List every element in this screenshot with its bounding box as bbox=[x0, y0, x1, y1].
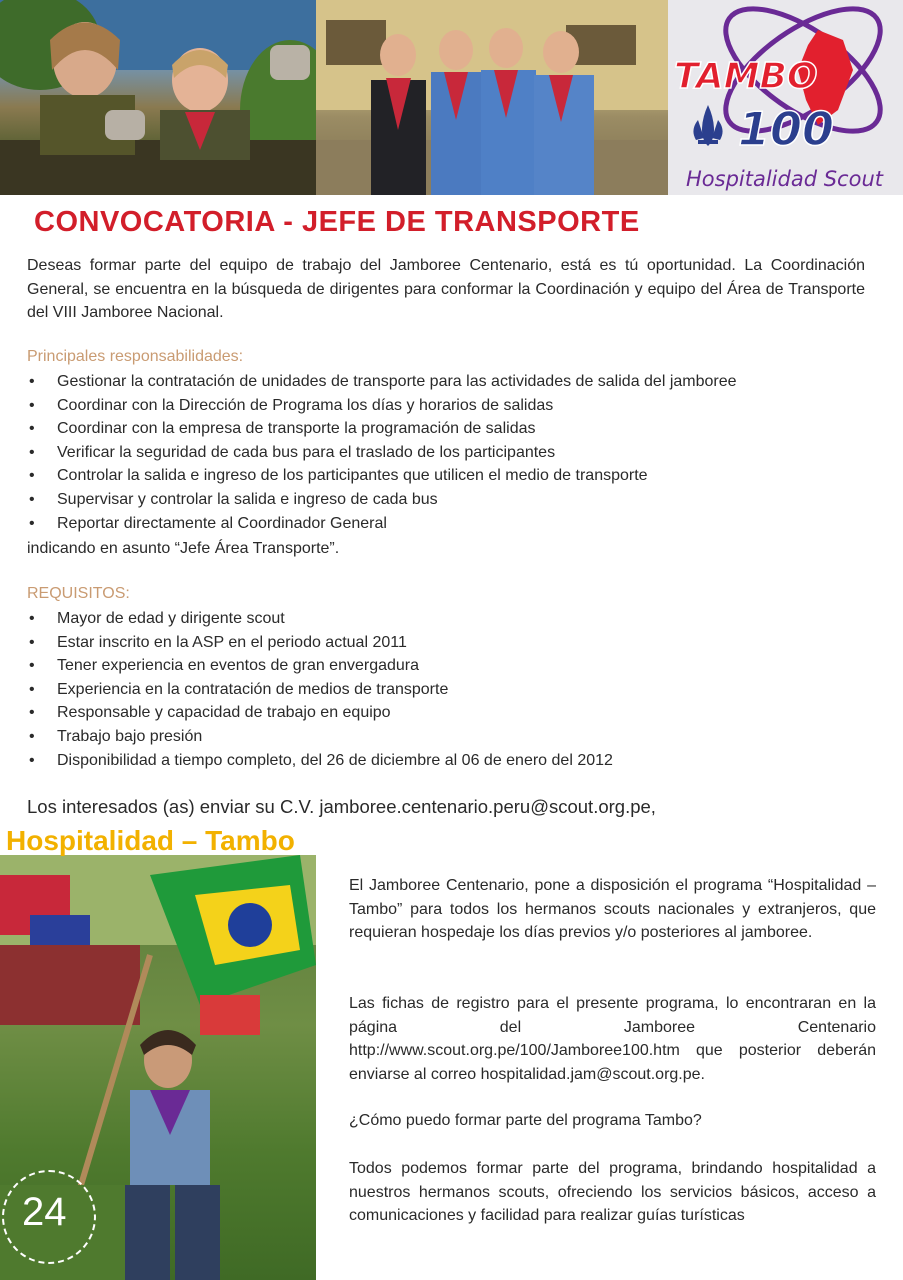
hospitality-paragraph-1: El Jamboree Centenario, pone a disposición el programa “Hospitalidad – Tambo” para todos los hermanos scouts nacionales y extranjeros, que requieran hospedaje los días previos y/o posteriores al jamboree. bbox=[349, 877, 876, 942]
tambo-100-logo bbox=[668, 0, 903, 195]
list-item: • Disponibilidad a tiempo completo, del 26 de diciembre al 06 de enero del 2012 bbox=[27, 749, 613, 773]
list-item: • Estar inscrito en la ASP en el periodo actual 2011 bbox=[27, 631, 613, 655]
hospitality-title: Hospitalidad – Tambo bbox=[6, 825, 295, 856]
responsibilities-heading: Principales responsabilidades: bbox=[27, 348, 244, 365]
list-item: • Controlar la salida e ingreso de los participantes que utilicen el medio de transporte bbox=[27, 464, 737, 488]
requirements-list bbox=[27, 607, 613, 772]
scouts-thumbs-up-photo bbox=[0, 0, 316, 195]
list-item: • Coordinar con la empresa de transporte la programación de salidas bbox=[27, 417, 737, 441]
subject-note: indicando en asunto “Jefe Área Transporte”. bbox=[27, 540, 340, 557]
list-item: • Supervisar y controlar la salida e ingreso de cada bus bbox=[27, 488, 737, 512]
list-item: • Gestionar la contratación de unidades de transporte para las actividades de salida del jamboree bbox=[27, 370, 737, 394]
list-item: • Verificar la seguridad de cada bus para el traslado de los participantes bbox=[27, 441, 737, 465]
list-item: • Reportar directamente al Coordinador General bbox=[27, 512, 737, 536]
list-item: • Responsable y capacidad de trabajo en equipo bbox=[27, 701, 613, 725]
requirements-heading: REQUISITOS: bbox=[27, 585, 130, 602]
fleur-de-lis-icon bbox=[693, 105, 722, 146]
list-item: • Trabajo bajo presión bbox=[27, 725, 613, 749]
intro-paragraph: Deseas formar parte del equipo de trabajo del Jamboree Centenario, está es tú oportunidad. La Coordinación General, se encuentra en la búsqueda de dirigentes para conformar la Coordinación y equipo del Área de Transporte del VIII Jamboree Nacional. bbox=[27, 257, 865, 322]
list-item: • Tener experiencia en eventos de gran envergadura bbox=[27, 654, 613, 678]
logo-tagline: Hospitalidad Scout bbox=[686, 167, 883, 191]
list-item: • Experiencia en la contratación de medios de transporte bbox=[27, 678, 613, 702]
hospitality-question: ¿Cómo puedo formar parte del programa Tambo? bbox=[349, 1112, 702, 1129]
page-number: 24 bbox=[22, 1190, 67, 1234]
logo-word: TAMBO bbox=[674, 56, 818, 97]
page-title: CONVOCATORIA - JEFE DE TRANSPORTE bbox=[34, 206, 640, 238]
scout-leaders-group-photo bbox=[316, 0, 668, 195]
list-item: • Coordinar con la Dirección de Programa los días y horarios de salidas bbox=[27, 394, 737, 418]
responsibilities-list bbox=[27, 370, 737, 535]
contact-line: Los interesados (as) enviar su C.V. jamboree.centenario.peru@scout.org.pe, bbox=[27, 796, 656, 817]
hospitality-paragraph-2: Las fichas de registro para el presente programa, lo encontraran en la página del Jamboree Centenario http://www.scout.org.pe/100/Jamboree100.htm que posterior deberán enviarse al correo hospitalidad.jam@scout.org.pe. bbox=[349, 995, 876, 1083]
logo-number: 100 bbox=[738, 102, 835, 156]
list-item: • Mayor de edad y dirigente scout bbox=[27, 607, 613, 631]
hospitality-paragraph-3: Todos podemos formar parte del programa, brindando hospitalidad a nuestros hermanos scouts, ofreciendo los servicios básicos, acceso a comunicaciones y facilidad para realizar guías turísticas bbox=[349, 1160, 876, 1225]
